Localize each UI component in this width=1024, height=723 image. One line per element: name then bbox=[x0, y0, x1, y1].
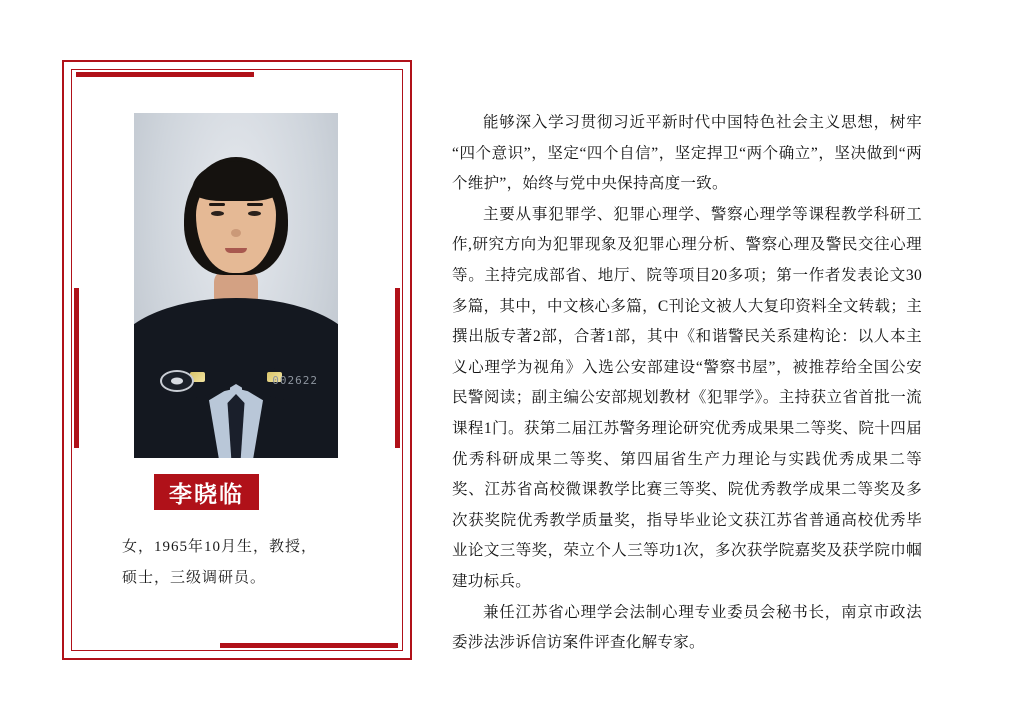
portrait-eyebrow-left bbox=[209, 203, 225, 206]
name-plate bbox=[154, 474, 259, 510]
decor-bar-left bbox=[74, 288, 79, 448]
profile-card bbox=[62, 60, 412, 660]
profile-bio bbox=[122, 532, 362, 594]
police-badge-icon bbox=[160, 370, 194, 392]
portrait-photo bbox=[134, 113, 338, 458]
bio-line-1: 女，1965年10月生，教授， bbox=[122, 539, 318, 555]
portrait-mouth bbox=[225, 248, 247, 253]
bio-line-2: 硕士，三级调研员。 bbox=[122, 570, 267, 586]
description-paragraph-3: 兼任江苏省心理学会法制心理专业委员会秘书长，南京市政法委涉法涉诉信访案件评查化解专家。 bbox=[452, 603, 922, 652]
description-paragraph-1: 能够深入学习贯彻习近平新时代中国特色社会主义思想，树牢“四个意识”，坚定“四个自信”，坚定捍卫“两个确立”，坚决做到“两个维护”，始终与党中央保持高度一致。 bbox=[452, 114, 922, 193]
police-badge-number: 002622 bbox=[272, 374, 318, 387]
portrait-eye-left bbox=[211, 211, 224, 216]
portrait-eye-right bbox=[248, 211, 261, 216]
portrait-nose bbox=[231, 229, 241, 237]
portrait-photo-canvas bbox=[134, 113, 338, 458]
profile-description bbox=[452, 108, 922, 659]
decor-bar-right bbox=[395, 288, 400, 448]
description-paragraph-2: 主要从事犯罪学、犯罪心理学、警察心理学等课程教学科研工作,研究方向为犯罪现象及犯罪心理分析、警察心理及警民交往心理等。主持完成部省、地厅、院等项目20多项；第一作者发表论文30多篇，其中，中文核心多篇，C刊论文被人大复印资料全文转载；主撰出版专著2部，合著1部，其中《和谐警民关系建构论：以人本主义心理学为视角》入选公安部建设“警察书屋”，被推荐给全国公安民警阅读；副主编公安部规划教材《犯罪学》。主持获立省首批一流课程1门。获第二届江苏警务理论研究优秀成果果二等奖、院十四届优秀科研成果二等奖、第四届省生产力理论与实践优秀成果二等奖、江苏省高校微课教学比赛三等奖、院优秀教学成果二等奖及多次获奖院优秀教学质量奖，指导毕业论文获江苏省普通高校优秀毕业论文三等奖，荣立个人三等功1次，多次获学院嘉奖及获学院巾帼建功标兵。 bbox=[452, 205, 922, 590]
decor-bar-bottom bbox=[220, 643, 398, 648]
decor-bar-top bbox=[76, 72, 254, 77]
profile-name: 李晓临 bbox=[169, 481, 244, 507]
portrait-eyebrow-right bbox=[247, 203, 263, 206]
